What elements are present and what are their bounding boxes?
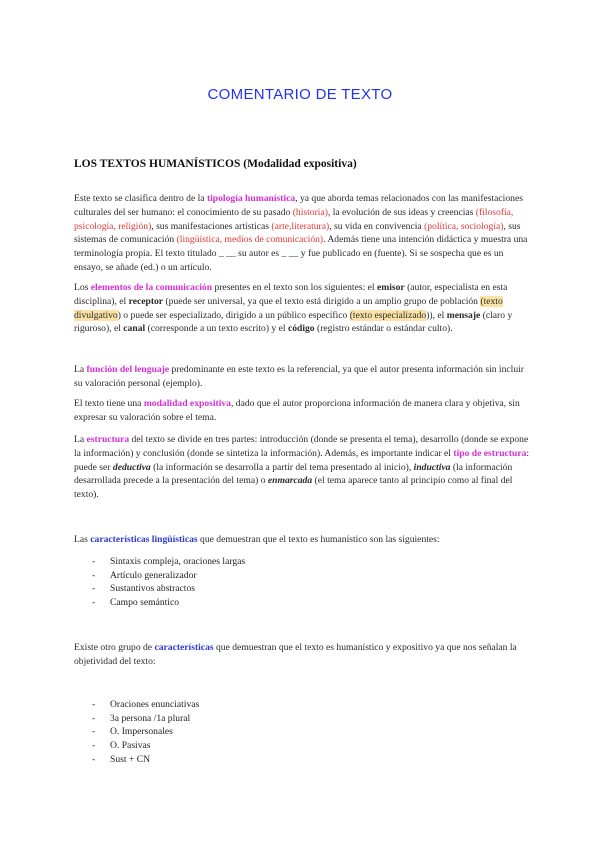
- list-objetividad: [92, 698, 199, 767]
- term-estructura: estructura: [86, 434, 130, 445]
- list-item: - Oraciones enunciativas: [92, 698, 199, 712]
- list-item: - Campo semántico: [92, 596, 245, 610]
- term-caracteristicas-linguisticas: características lingüísticas: [90, 534, 198, 545]
- paragraph-caracteristicas: Las características lingüísticas que demuestran que el texto es humanístico son las siguientes:: [74, 534, 440, 545]
- paragraph-elementos: Los elementos de la comunicación presentes en el texto son los siguientes: el emisor (autor, especialista en esta disciplina), el receptor (puede ser universal, ya que el texto está dirigido a un amplio grupo de población (texto divulgativo) o puede ser especializado, dirigido a un público específico (texto especializado)), el mensaje (claro y riguroso), el canal (corresponde a un texto escrito) y el código (registro estándar o estándar culto).: [74, 282, 513, 335]
- paragraph-tipologia: Este texto se clasifica dentro de la tipología humanística, ya que aborda temas relacionados con las manifestaciones culturales del ser humano: el conocimiento de su pasado (historia), la evolución de sus ideas y creencias (filosofía, psicología, religión), sus manifestaciones artísticas (arte,literatura), su vida en convivencia (política, sociología), sus sistemas de comunicación (lingüística, medios de comunicación). Además tiene una intención didáctica y muestra una terminología propia. El texto titulado _ __ su autor es _ __ y fue publicado en (fuente). Si se sospecha que es un ensayo, se añade (ed.) o un artículo.: [74, 193, 528, 273]
- term-tipo-estructura: tipo de estructura: [453, 447, 527, 459]
- list-item: - Sust + CN: [92, 753, 199, 767]
- highlight-especializado: (texto especializado: [349, 309, 427, 321]
- list-item: - Artículo generalizador: [92, 569, 245, 583]
- highlight-divulgativo: (texto divulgativo: [74, 295, 503, 321]
- list-caracteristicas: [92, 555, 245, 610]
- paragraph-modalidad: El texto tiene una modalidad expositiva, dado que el autor proporciona información de manera clara y objetiva, sin expresar su valoración sobre el tema.: [74, 398, 520, 423]
- paragraph-otro-grupo: Existe otro grupo de características que demuestran que el texto es humanístico y expositivo ya que nos señalan la objetividad del texto:: [74, 642, 517, 667]
- list-item: - 3a persona /1a plural: [92, 712, 199, 726]
- list-item: - O. Impersonales: [92, 725, 199, 739]
- term-tipologia: tipología humanística: [206, 193, 296, 204]
- term-caracteristicas: características: [154, 642, 214, 653]
- paragraph-funcion: La función del lenguaje predominante en este texto es la referencial, ya que el autor presenta información sin incluir su valoración personal (ejemplo).: [74, 364, 524, 389]
- list-item: - Sintaxis compleja, oraciones largas: [92, 555, 245, 569]
- term-elementos: elementos de la comunicación: [90, 282, 213, 293]
- term-funcion: función del lenguaje: [86, 364, 170, 375]
- section-heading: LOS TEXTOS HUMANÍSTICOS (Modalidad expositiva): [74, 158, 357, 170]
- term-modalidad: modalidad expositiva: [143, 398, 231, 409]
- paragraph-estructura: La estructura del texto se divide en tres partes: introducción (donde se presenta el tema), desarrollo (donde se expone la información) y conclusión (donde se sintetiza la información). Además, es importante indicar el tipo de estructura: puede ser deductiva (la información se desarrolla a partir del tema presentado al inicio), inductiva (la información desarrollada precede a la presentación del tema) o enmarcada (el tema aparece tanto al principio como al final del texto).: [74, 434, 530, 501]
- list-item: - O. Pasivas: [92, 739, 199, 753]
- page-title: COMENTARIO DE TEXTO: [207, 86, 393, 103]
- list-item: - Sustantivos abstractos: [92, 582, 245, 596]
